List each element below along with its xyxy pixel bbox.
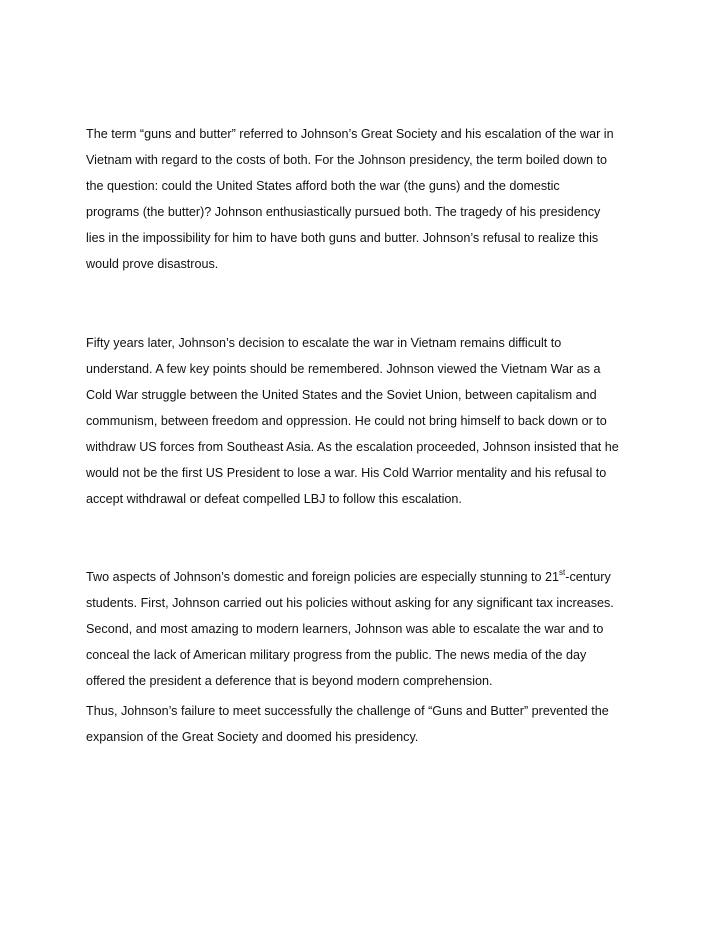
- text-line: students. First, Johnson carried out his policies without asking for any significant tax increases.: [86, 596, 614, 610]
- text-line: lies in the impossibility for him to have both guns and butter. Johnson’s refusal to realize this: [86, 231, 599, 245]
- text-line: would not be the first US President to lose a war. His Cold Warrior mentality and his refusal to: [86, 466, 607, 480]
- text-line: Second, and most amazing to modern learners, Johnson was able to escalate the war and to: [86, 622, 604, 636]
- text-segment: Two aspects of Johnson’s domestic and foreign policies are especially stunning to 21: [86, 570, 560, 584]
- paragraph-two-aspects: [86, 564, 654, 694]
- text-line: programs (the butter)? Johnson enthusiastically pursued both. The tragedy of his presidency: [86, 205, 601, 219]
- text-line: [86, 564, 654, 590]
- text-line: Thus, Johnson’s failure to meet successfully the challenge of “Guns and Butter” prevented the: [86, 704, 609, 718]
- text-line: expansion of the Great Society and doomed his presidency.: [86, 730, 419, 744]
- paragraph-escalation: [86, 330, 654, 512]
- paragraph-conclusion: [86, 698, 654, 750]
- text-line: understand. A few key points should be remembered. Johnson viewed the Vietnam War as a: [86, 362, 601, 376]
- text-line: accept withdrawal or defeat compelled LBJ to follow this escalation.: [86, 492, 462, 506]
- document-body: [86, 121, 654, 750]
- text-line: Fifty years later, Johnson’s decision to escalate the war in Vietnam remains difficult to: [86, 336, 562, 350]
- text-segment: -century: [565, 570, 611, 584]
- text-line: communism, between freedom and oppression. He could not bring himself to back down or to: [86, 414, 607, 428]
- paragraph-guns-and-butter: [86, 121, 654, 277]
- text-line: the question: could the United States afford both the war (the guns) and the domestic: [86, 179, 560, 193]
- ordinal-superscript: st: [559, 567, 566, 577]
- text-line: Cold War struggle between the United States and the Soviet Union, between capitalism and: [86, 388, 597, 402]
- text-line: conceal the lack of American military progress from the public. The news media of the day: [86, 648, 587, 662]
- text-line: Vietnam with regard to the costs of both. For the Johnson presidency, the term boiled down to: [86, 153, 608, 167]
- text-line: The term “guns and butter” referred to Johnson’s Great Society and his escalation of the war in: [86, 127, 614, 141]
- text-line: withdraw US forces from Southeast Asia. As the escalation proceeded, Johnson insisted that he: [86, 440, 619, 454]
- text-line: offered the president a deference that is beyond modern comprehension.: [86, 674, 493, 688]
- text-line: would prove disastrous.: [86, 257, 219, 271]
